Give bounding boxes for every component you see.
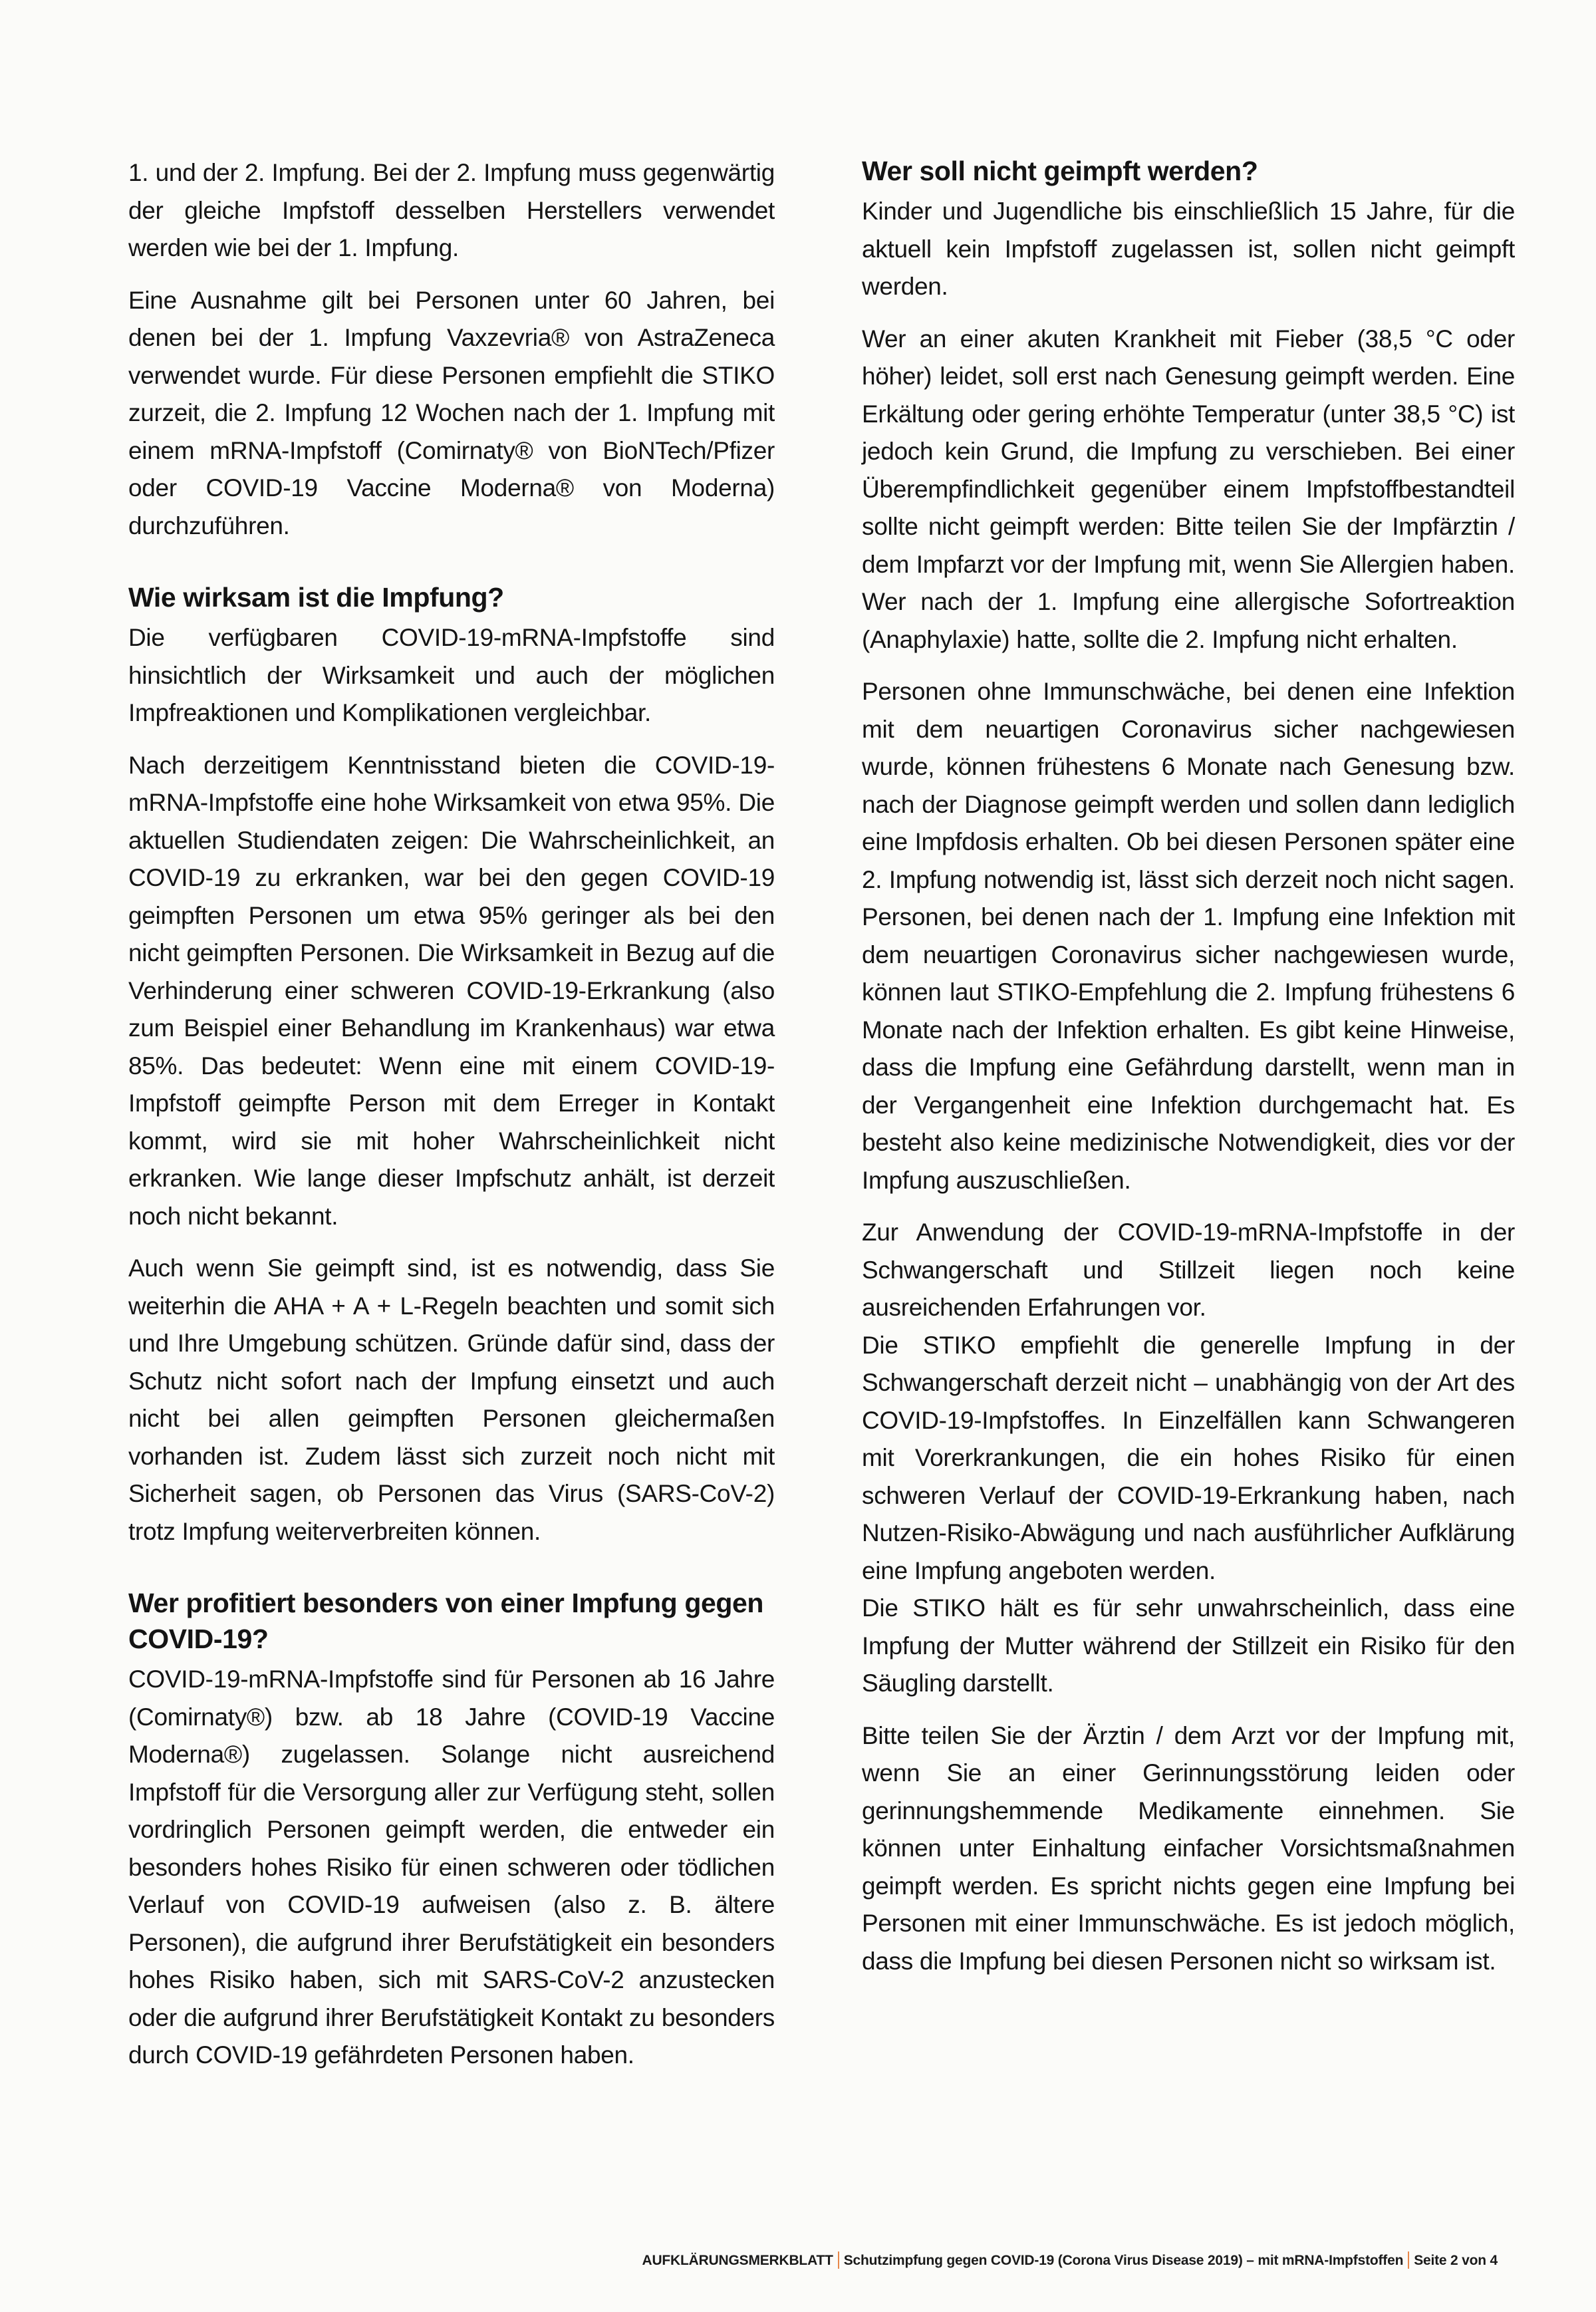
paragraph: Die STIKO hält es für sehr unwahrscheinlich, dass eine Impfung der Mutter während der Stillzeit ein Risiko für den Säugling darstellt. [862,1594,1515,1697]
footer-doc-label: AUFKLÄRUNGSMERKBLATT [642,2253,833,2268]
paragraph: Personen ohne Immunschwäche, bei denen eine Infektion mit dem neuartigen Coronavirus sicher nachgewiesen wurde, können frühestens 6 Monate nach Genesung bzw. nach der Diagnose geimpft werden und sollen dann lediglich eine Impfdosis erhalten. Ob bei diesen Personen später eine 2. Impfung notwendig ist, lässt sich derzeit noch nicht sagen. Personen, bei denen nach der 1. Impfung eine Infektion mit dem neuartigen Coronavirus sicher nachgewiesen wurde, können laut STIKO-Empfehlung die 2. Impfung frühestens 6 Monate nach der Infektion erhalten. Es gibt keine Hinweise, dass die Impfung eine Gefährdung darstellt, wenn man in der Vergangenheit eine Infektion durchgemacht hat. Es besteht also keine medizinische Notwendigkeit, dies vor der Impfung auszuschließen. [862,678,1515,1194]
footer-separator [838,2251,839,2269]
section-who-should-not [862,153,1515,1980]
paragraph: Die STIKO empfiehlt die generelle Impfung in der Schwangerschaft derzeit nicht – unabhängig von der Art des COVID-19-Impfstoffes. In Einzelfällen kann Schwangeren mit Vorerkrankungen, die ein hohes Risiko für einen schweren Verlauf der COVID-19-Erkrankung haben, nach Nutzen-Risiko-Abwägung und nach ausführlicher Aufklärung eine Impfung angeboten werden. [862,1331,1515,1584]
section-heading: Wer soll nicht geimpft werden? [862,156,1258,186]
paragraph: Nach derzeitigem Kenntnisstand bieten die COVID-19-mRNA-Impfstoffe eine hohe Wirksamkeit von etwa 95%. Die aktuellen Studiendaten zeigen: Die Wahrscheinlichkeit, an COVID-19 zu erkranken, war bei den gegen COVID-19 geimpften Personen um etwa 95% geringer als bei den nicht geimpften Personen. Die Wirksamkeit in Bezug auf die Verhinderung einer schweren COVID-19-Erkrankung (also zum Beispiel einer Behandlung im Krankenhaus) war etwa 85%. Das bedeutet: Wenn eine mit einem COVID-19-Impfstoff geimpfte Person mit dem Erreger in Kontakt kommt, wird sie mit hoher Wahrscheinlichkeit nicht erkranken. Wie lange dieser Impfschutz anhält, ist derzeit noch nicht bekannt. [128,751,775,1230]
footer-page-number: Seite 2 von 4 [1414,2253,1498,2268]
paragraph: Die verfügbaren COVID-19-mRNA-Impfstoffe sind hinsichtlich der Wirksamkeit und auch der möglichen Impfreaktionen und Komplikationen vergleichbar. [128,624,775,726]
page-footer [642,2251,1498,2269]
paragraph: COVID-19-mRNA-Impfstoffe sind für Personen ab 16 Jahre (Comirnaty®) bzw. ab 18 Jahre (COVID-19 Vaccine Moderna®) zugelassen. Solange nicht ausreichend Impfstoff für die Versorgung aller zur Verfügung steht, sollen vordringlich Personen geimpft werden, die entweder ein besonders hohes Risiko für einen schweren oder tödlichen Verlauf von COVID-19 aufweisen (also z. B. ältere Personen), die aufgrund ihrer Berufstätigkeit ein besonders hohes Risiko haben, sich mit SARS-CoV-2 anzustecken oder die aufgrund ihrer Berufstätigkeit Kontakt zu besonders durch COVID-19 gefährdeten Personen haben. [128,1665,775,2069]
section-who-benefits [128,1585,775,2075]
section-heading: Wer profitiert besonders von einer Impfung gegen COVID-19? [128,1588,764,1654]
paragraph: Eine Ausnahme gilt bei Personen unter 60 Jahren, bei denen bei der 1. Impfung Vaxzevria® von AstraZeneca verwendet wurde. Für diese Personen empfiehlt die STIKO zurzeit, die 2. Impfung 12 Wochen nach der 1. Impfung mit einem mRNA-Impfstoff (Comirnaty® von BioNTech/Pfizer oder COVID-19 Vaccine Moderna® von Moderna) durchzuführen. [128,286,775,539]
paragraph: Zur Anwendung der COVID-19-mRNA-Impfstoffe in der Schwangerschaft und Stillzeit liegen noch keine ausreichenden Erfahrungen vor. [862,1219,1515,1321]
left-column [128,154,775,2089]
paragraph: 1. und der 2. Impfung. Bei der 2. Impfung muss gegenwärtig der gleiche Impfstoff desselben Herstellers verwendet werden wie bei der 1. Impfung. [128,159,775,261]
paragraph: Auch wenn Sie geimpft sind, ist es notwendig, dass Sie weiterhin die AHA + A + L-Regeln beachten und somit sich und Ihre Umgebung schützen. Gründe dafür sind, dass der Schutz nicht sofort nach der Impfung einsetzt und auch nicht bei allen geimpften Personen gleichermaßen vorhanden ist. Zudem lässt sich zurzeit noch nicht mit Sicherheit sagen, ob Personen das Virus (SARS-CoV-2) trotz Impfung weiterverbreiten können. [128,1254,775,1545]
footer-separator [1408,2251,1409,2269]
section-heading: Wie wirksam ist die Impfung? [128,582,504,613]
footer-doc-title: Schutzimpfung gegen COVID-19 (Corona Virus Disease 2019) – mit mRNA-Impfstoffen [843,2253,1404,2268]
paragraph: Kinder und Jugendliche bis einschließlich 15 Jahre, für die aktuell kein Impfstoff zugelassen ist, sollen nicht geimpft werden. [862,198,1515,300]
right-column [862,154,1515,1995]
section-efficacy [128,579,775,1550]
paragraph: Bitte teilen Sie der Ärztin / dem Arzt vor der Impfung mit, wenn Sie an einer Gerinnungsstörung leiden oder gerinnungshemmende Medikamente einnehmen. Sie können unter Einhaltung einfacher Vorsichtsmaßnahmen geimpft werden. Es spricht nichts gegen eine Impfung bei Personen mit einer Immunschwäche. Es ist jedoch möglich, dass die Impfung bei diesen Personen nicht so wirksam ist. [862,1721,1515,1975]
paragraph: Wer an einer akuten Krankheit mit Fieber (38,5 °C oder höher) leidet, soll erst nach Genesung geimpft werden. Eine Erkältung oder gering erhöhte Temperatur (unter 38,5 °C) ist jedoch kein Grund, die Impfung zu verschieben. Bei einer Überempfindlichkeit gegenüber einem Impfstoffbestandteil sollte nicht geimpft werden: Bitte teilen Sie der Impfärztin / dem Impfarzt vor der Impfung mit, wenn Sie Allergien haben. Wer nach der 1. Impfung eine allergische Sofortreaktion (Anaphylaxie) hatte, sollte die 2. Impfung nicht erhalten. [862,325,1515,653]
